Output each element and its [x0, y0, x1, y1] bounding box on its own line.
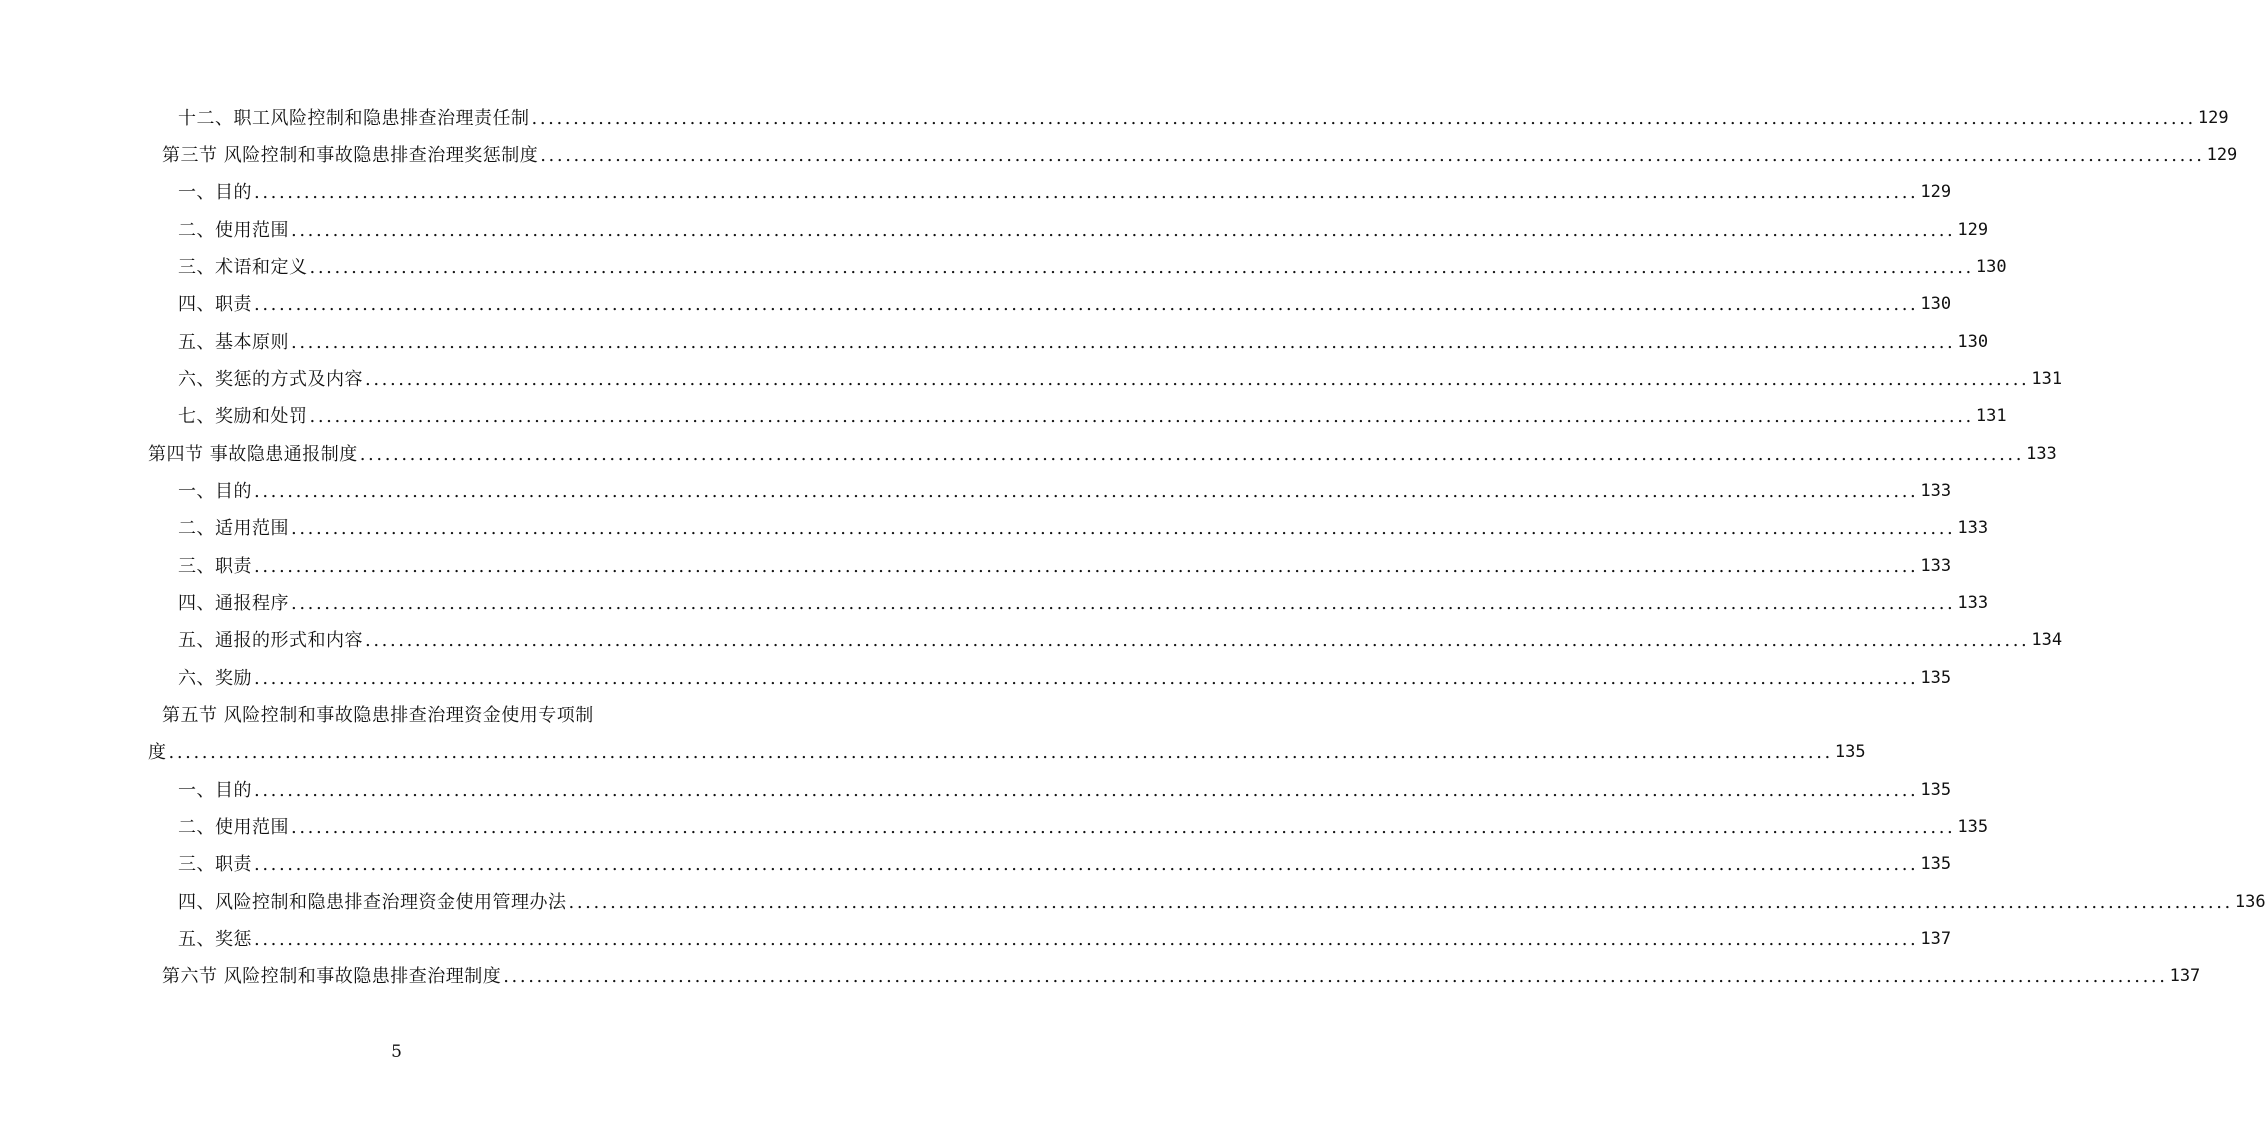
toc-entry-page-number: 133: [1957, 593, 1989, 613]
toc-entry[interactable]: [148, 436, 2057, 473]
toc-leader-dots: ........................................................................................................................................................................................................: [254, 556, 1919, 577]
toc-entry[interactable]: [178, 212, 1989, 249]
toc-leader-dots: ........................................................................................................................................................................................................: [291, 518, 1956, 539]
toc-entry-page-number: 133: [1957, 518, 1989, 538]
toc-entry[interactable]: [178, 398, 2007, 435]
toc-entry-title: 三、职责: [178, 556, 252, 577]
toc-entry[interactable]: [162, 697, 673, 734]
toc-entry-page-number: 129: [1920, 182, 1952, 202]
toc-leader-dots: ........................................................................................................................................................................................................: [291, 332, 1956, 353]
toc-entry-page-number: 130: [1920, 294, 1952, 314]
toc-entry-page-number: 133: [1920, 556, 1952, 576]
toc-entry-page-number: 131: [2031, 369, 2063, 389]
toc-entry-title: 度: [148, 742, 167, 763]
toc-entry-page-number: 135: [1920, 854, 1952, 874]
toc-leader-dots: ........................................................................................................................................................................................................: [254, 668, 1919, 689]
toc-leader-dots: ........................................................................................................................................................................................................: [291, 593, 1956, 614]
toc-leader-dots: ........................................................................................................................................................................................................: [568, 892, 2233, 913]
toc-entry[interactable]: [178, 324, 1989, 361]
toc-entry[interactable]: [178, 510, 1989, 547]
toc-entry-title: 四、职责: [178, 294, 252, 315]
toc-leader-dots: ........................................................................................................................................................................................................: [365, 630, 2030, 651]
toc-entry-title: 七、奖励和处罚: [178, 406, 308, 427]
toc-entry-page-number: 129: [1957, 220, 1989, 240]
toc-entry-page-number: 135: [1920, 780, 1952, 800]
toc-entry-title: 三、术语和定义: [178, 257, 308, 278]
toc-entry[interactable]: [148, 734, 1866, 771]
toc-entry-page-number: 129: [2206, 145, 2238, 165]
toc-entry-page-number: 137: [2169, 966, 2201, 986]
toc-entry-page-number: 131: [1975, 406, 2007, 426]
toc-entry-title: 第六节 风险控制和事故隐患排查治理制度: [162, 966, 502, 987]
toc-leader-dots: ........................................................................................................................................................................................................: [291, 817, 1956, 838]
toc-entry[interactable]: [178, 622, 2063, 659]
toc-leader-dots: ........................................................................................................................................................................................................: [254, 780, 1919, 801]
toc-entry[interactable]: [178, 286, 1952, 323]
toc-entry[interactable]: [178, 548, 1952, 585]
toc-leader-dots: ........................................................................................................................................................................................................: [254, 929, 1919, 950]
toc-entry-title: 第四节 事故隐患通报制度: [148, 444, 358, 465]
toc-entry[interactable]: [162, 137, 2238, 174]
toc-entry-title: 三、职责: [178, 854, 252, 875]
toc-entry-page-number: 129: [2197, 108, 2229, 128]
toc-entry[interactable]: [178, 174, 1952, 211]
toc-entry-title: 一、目的: [178, 780, 252, 801]
toc-leader-dots: ........................................................................................................................................................................................................: [254, 182, 1919, 203]
toc-entry-page-number: 133: [2026, 444, 2057, 464]
toc-entry[interactable]: [178, 884, 2266, 921]
toc-entry-title: 六、奖励: [178, 668, 252, 689]
toc-entry[interactable]: [178, 772, 1952, 809]
toc-entry[interactable]: [178, 921, 1952, 958]
toc-entry[interactable]: [178, 809, 1989, 846]
toc-entry[interactable]: [178, 473, 1952, 510]
toc-leader-dots: ........................................................................................................................................................................................................: [365, 369, 2030, 390]
toc-leader-dots: ........................................................................................................................................................................................................: [254, 294, 1919, 315]
toc-leader-dots: ........................................................................................................................................................................................................: [168, 742, 1833, 763]
toc-entry-page-number: 135: [1920, 668, 1952, 688]
toc-leader-dots: ........................................................................................................................................................................................................: [503, 966, 2168, 987]
toc-leader-dots: ........................................................................................................................................................................................................: [254, 854, 1919, 875]
toc-leader-dots: ........................................................................................................................................................................................................: [254, 481, 1919, 502]
toc-entry-title: 一、目的: [178, 182, 252, 203]
toc-leader-dots: ........................................................................................................................................................................................................: [359, 444, 2025, 465]
toc-entry[interactable]: [178, 361, 2063, 398]
toc-leader-dots: ........................................................................................................................................................................................................: [309, 406, 1974, 427]
toc-entry-title: 十二、职工风险控制和隐患排查治理责任制: [178, 108, 530, 129]
toc-entry-title: 五、基本原则: [178, 332, 289, 353]
toc-entry[interactable]: [178, 660, 1952, 697]
toc-entry-title: 二、适用范围: [178, 518, 289, 539]
page-number: 5: [391, 1042, 402, 1062]
toc-entry-page-number: 135: [1957, 817, 1989, 837]
toc-entry-page-number: 135: [1834, 742, 1866, 762]
toc-entry-title: 四、风险控制和隐患排查治理资金使用管理办法: [178, 892, 567, 913]
toc-entry-title: 二、使用范围: [178, 817, 289, 838]
toc-entry-page-number: 130: [1975, 257, 2007, 277]
toc-entry-title: 一、目的: [178, 481, 252, 502]
toc-entry[interactable]: [178, 249, 2007, 286]
toc-entry-page-number: 136: [2234, 892, 2266, 912]
toc-entry-title: 五、通报的形式和内容: [178, 630, 363, 651]
toc-entry[interactable]: [162, 958, 2201, 995]
toc-entry-page-number: 130: [1957, 332, 1989, 352]
toc-entry-page-number: 133: [1920, 481, 1952, 501]
toc-leader-dots: ........................................................................................................................................................................................................: [540, 145, 2205, 166]
toc-entry-page-number: 137: [1920, 929, 1952, 949]
toc-leader-dots: ........................................................................................................................................................................................................: [309, 257, 1974, 278]
toc-entry-title: 二、使用范围: [178, 220, 289, 241]
toc-entry[interactable]: [178, 100, 2229, 137]
toc-leader-dots: ........................................................................................................................................................................................................: [531, 108, 2196, 129]
toc-entry[interactable]: [178, 585, 1989, 622]
toc-entry-title: 四、通报程序: [178, 593, 289, 614]
toc-entry-title: 第三节 风险控制和事故隐患排查治理奖惩制度: [162, 145, 539, 166]
toc-entry-page-number: 134: [2031, 630, 2063, 650]
toc-entry-title: 第五节 风险控制和事故隐患排查治理资金使用专项制: [162, 705, 594, 726]
toc-leader-dots: ........................................................................................................................................................................................................: [291, 220, 1956, 241]
toc-entry-title: 六、奖惩的方式及内容: [178, 369, 363, 390]
toc-entry-title: 五、奖惩: [178, 929, 252, 950]
toc-entry[interactable]: [178, 846, 1952, 883]
